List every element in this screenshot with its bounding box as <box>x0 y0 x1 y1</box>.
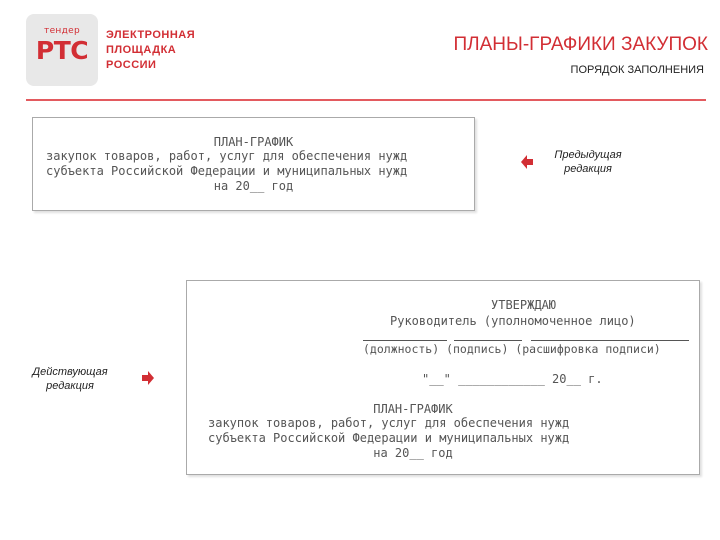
arrow-right-icon <box>142 371 154 385</box>
approve-text: УТВЕРЖДАЮ <box>491 298 557 312</box>
header-divider <box>26 99 706 101</box>
arrow-left-icon <box>521 155 533 169</box>
doc-line: закупок товаров, работ, услуг для обеспечения нужд <box>46 149 408 163</box>
previous-edition-label <box>548 148 628 176</box>
label-line: Действующая <box>32 366 108 378</box>
doc-line: субъекта Российской Федерации и муниципальных нужд <box>208 431 570 445</box>
signature-line <box>363 340 447 341</box>
head-text: Руководитель (уполномоченное лицо) <box>390 314 636 328</box>
logo-tender-text: тендер <box>44 26 80 36</box>
label-line: редакция <box>46 380 94 392</box>
signature-line <box>531 340 689 341</box>
current-edition-label <box>30 365 110 393</box>
doc-line: на 20__ год <box>373 446 453 460</box>
label-line: Предыдущая <box>554 149 622 161</box>
label-line: редакция <box>564 163 612 175</box>
doc-line: закупок товаров, работ, услуг для обеспечения нужд <box>208 416 570 430</box>
previous-edition-document <box>32 117 475 211</box>
date-line: "__" ____________ 20__ г. <box>422 372 603 386</box>
doc-title: ПЛАН-ГРАФИК <box>213 135 294 149</box>
logo-caption-line: РОССИИ <box>106 59 157 71</box>
logo-caption <box>106 28 195 73</box>
logo-caption-line: ЭЛЕКТРОННАЯ <box>106 29 196 41</box>
signature-line <box>454 340 522 341</box>
logo-caption-line: ПЛОЩАДКА <box>106 44 177 56</box>
doc-title: ПЛАН-ГРАФИК <box>373 402 453 416</box>
doc-line: субъекта Российской Федерации и муниципальных нужд <box>46 164 408 178</box>
logo-badge <box>26 14 98 86</box>
page-subtitle: ПОРЯДОК ЗАПОЛНЕНИЯ <box>570 64 704 76</box>
page-title: ПЛАНЫ-ГРАФИКИ ЗАКУПОК <box>453 34 708 55</box>
logo-brand-text: РТС <box>35 36 89 65</box>
current-edition-document <box>186 280 700 475</box>
doc-line: на 20__ год <box>213 179 294 193</box>
signature-fields: (должность) (подпись) (расшифровка подписи) <box>363 342 661 356</box>
